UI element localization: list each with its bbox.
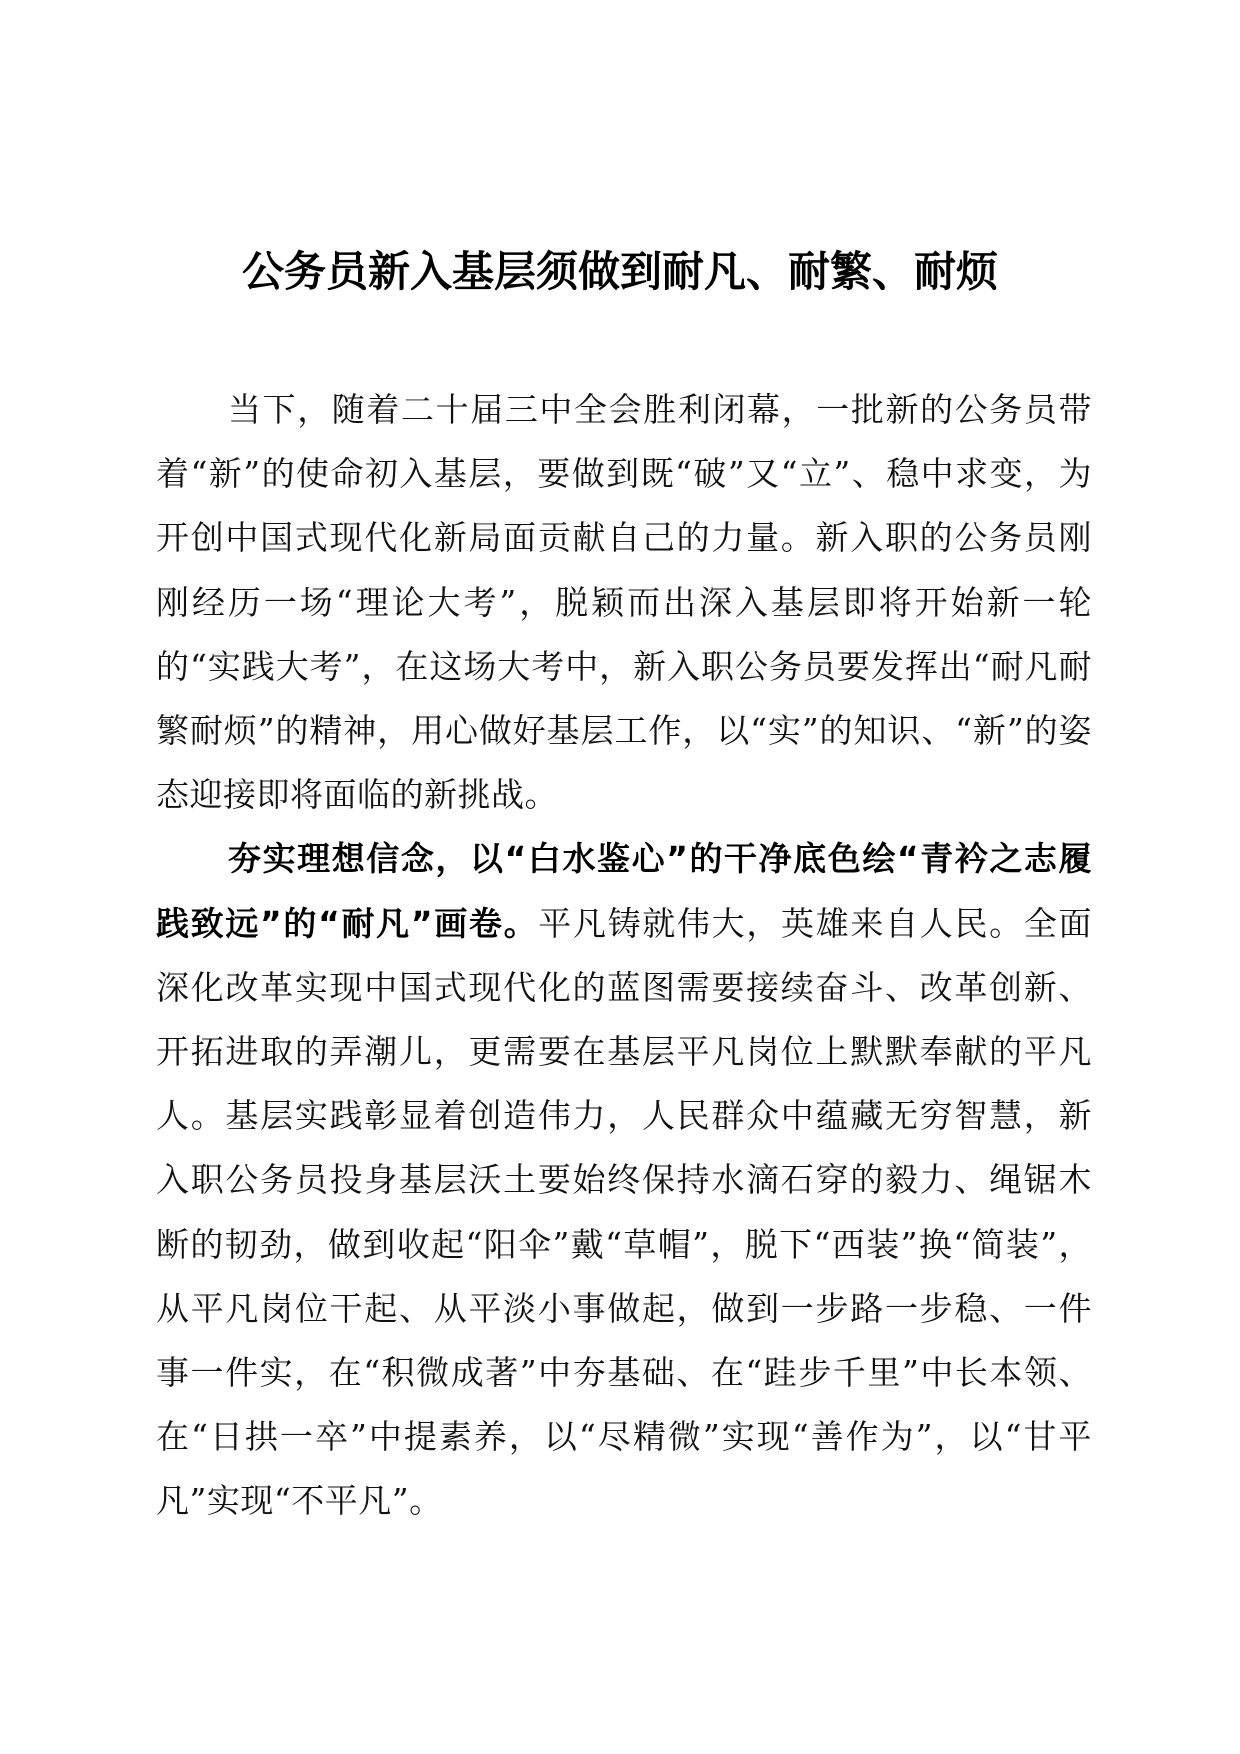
document-body <box>156 378 1092 1534</box>
paragraph <box>156 378 1092 827</box>
paragraph-text: 当下，随着二十届三中全会胜利闭幕，一批新的公务员带着“新”的使命初入基层，要做到既“破”又“立”、稳中求变，为开创中国式现代化新局面贡献自己的力量。新入职的公务员刚刚经历一场“理论大考”，脱颖而出深入基层即将开始新一轮的“实践大考”，在这场大考中，新入职公务员要发挥出“耐凡耐繁耐烦”的精神，用心做好基层工作，以“实”的知识、“新”的姿态迎接即将面临的新挑战。 <box>156 390 1092 815</box>
document-title: 公务员新入基层须做到耐凡、耐繁、耐烦 <box>241 247 998 296</box>
paragraph-lead-sentence: 夯实理想信念，以“白水鉴心”的干净底色绘“青衿之志履践致远”的“耐凡”画卷。 <box>156 839 1092 943</box>
paragraph-text: 平凡铸就伟大，英雄来自人民。全面深化改革实现中国式现代化的蓝图需要接续奋斗、改革创新、开拓进取的弄潮儿，更需要在基层平凡岗位上默默奉献的平凡人。基层实践彰显着创造伟力，人民群众中蕴藏无穷智慧，新入职公务员投身基层沃土要始终保持水滴石穿的毅力、绳锯木断的韧劲，做到收起“阳伞”戴“草帽”，脱下“西装”换“简装”，从平凡岗位干起、从平淡小事做起，做到一步路一步稳、一件事一件实，在“积微成著”中夯基础、在“跬步千里”中长本领、在“日拱一卒”中提素养，以“尽精微”实现“善作为”，以“甘平凡”实现“不平凡”。 <box>156 903 1093 1521</box>
paragraph <box>156 827 1092 1533</box>
